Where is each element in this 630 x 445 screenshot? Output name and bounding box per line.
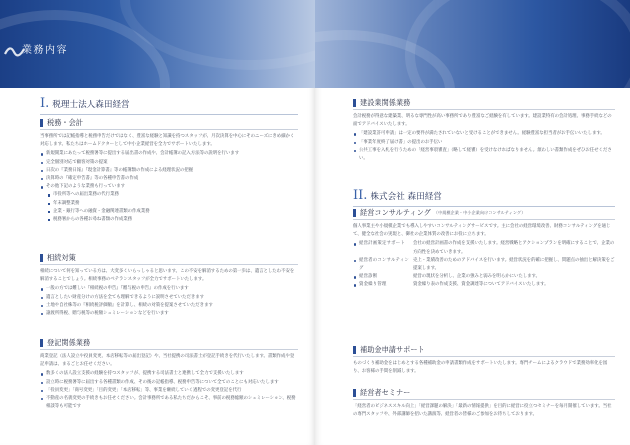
tax-accounting-block bbox=[40, 118, 298, 224]
construction-block bbox=[353, 98, 615, 163]
divider bbox=[40, 114, 298, 115]
list-item: 「役員変更」「商号変更」「目的変更」「本店移転」等、事業を継続していく過程での変更登記を代行 bbox=[40, 387, 298, 395]
paragraph: 商業登記（法人設立や役員変更、本店移転等の届出登記）や、当社提携の司法書士が登記手続きを代行いたします。書類作成や登記申請は、まるごとお任せください。 bbox=[40, 354, 295, 368]
page-title: 業務内容 bbox=[22, 45, 68, 56]
list-item: 経営者のコンサルティング 売上・業績改善のためのアドバイスを行います。経営状況を的確に把握し、問題点の抽出と解決策をご提案します。 bbox=[353, 257, 615, 273]
subsection-heading: 経営コンサルティング （中規模企業・中小企業向けコンサルティング） bbox=[353, 208, 615, 217]
list-item: 年末調整業務 bbox=[40, 200, 298, 208]
paragraph: 当事務所では記帳指導と税務申告だけではなく、豊富な経験と知識を持つスタッフが、月次決算を中心にそのニーズにきめ細かく対応します。私たちはホームドクターとして中小企業経営を全力でサポートいたします。 bbox=[40, 134, 295, 148]
list-item: 決算時の『確定申告書』等の各種申告書の作成 bbox=[40, 175, 298, 183]
section-morita-tax bbox=[40, 96, 298, 115]
consulting-block bbox=[353, 208, 615, 290]
list-item: 経営診断 経営の現状を分析し、企業の強みと弱みを明らかにいたします。 bbox=[353, 273, 615, 281]
list-item: 新規開業にあたって税務署等に提出する届出書の作成や、会計帳簿の記入方法等の説明を行います bbox=[40, 150, 298, 158]
section-morita-company bbox=[353, 188, 615, 207]
list-item: 公共工事を入札を行うための「経営事項審査」（略して経審）を受けなければなりません。煩わしい書類作成をぜひお任せください。 bbox=[353, 147, 615, 163]
seminar-block bbox=[353, 388, 615, 419]
list-item: 「事業年度終了届け書」の提出のお手伝い bbox=[353, 139, 615, 147]
section-heading: II. 株式会社 森田経営 bbox=[353, 188, 442, 203]
paragraph: 会計税務が得意な建築業、明るな専門性が高い事務所であり豊富なご経験を有しています。建設業特有の会計処理、事務手続などの面でアドバイスいたします。 bbox=[353, 114, 612, 128]
list-item: その他下記のような業務も行っています bbox=[40, 183, 298, 191]
list-item: 土地や自社株等の『相続税評価額』を計算し、相続の対策を提案させていただきます bbox=[40, 302, 298, 310]
subsection-heading: 補助金申請サポート bbox=[353, 345, 615, 354]
inheritance-block bbox=[40, 253, 298, 318]
paragraph: 相続について何を知っている方は、大変多くいらっしゃると思います。この不安を解消するための第一歩は、遺言としたわ不安を解消することでしょう。相続事務のベテランスタッフが全力でサポートいたします。 bbox=[40, 269, 295, 283]
list-item: 経営計画策定サポート 会社の経営計画書の作成を支援いたします。経営戦略とアクションプランを明確にすることで、企業の方向性を決めていきます。 bbox=[353, 240, 615, 256]
list-item: 税務署からの各種お尋ね書類の作成業務 bbox=[40, 216, 298, 224]
subsection-heading: 建設業関係業務 bbox=[353, 98, 615, 107]
list-item: 設立時に税務署等に届出する各種書類の作成、その後の記帳指導、税務申告等について全てのことにも対応いたします bbox=[40, 379, 298, 387]
right-page bbox=[315, 0, 630, 445]
paragraph: 個人事業主や小規模企業でも導入しやすいコンサルティングサービスです。主に会社の経営環境改善、財務コンサルティングを通じて、健全な社会の実現と、御社の企業体質の改善にお役に立ちます。 bbox=[353, 224, 611, 238]
subsection-heading: 相続対策 bbox=[40, 253, 298, 262]
header-banner-photo bbox=[315, 0, 630, 88]
paragraph: 「経営者のビジネススキル向上」「経営課題の解決」「最新の情報提供」を目的に経営に役立つセミナーを毎月開催しています。当社の専門スタッフや、外部講師を招いた講演等、経営者の皆様のご参加をお待ちしております。 bbox=[353, 404, 612, 418]
list-item: 日次の『業務日報』『現金計算書』等の帳簿類の作成による経理状況の把握 bbox=[40, 167, 298, 175]
list-item: 完全個別対応で顧客対策の提案 bbox=[40, 159, 298, 167]
subsidy-block bbox=[353, 345, 615, 376]
list-item: 企業・銀行等への融資・金融関連書類の作成業務 bbox=[40, 208, 298, 216]
registration-block bbox=[40, 338, 298, 411]
list-item: 数多くの法人設立支援の経験を持つスタッフが、提携する司法書士と連携して全力で支援いたします bbox=[40, 370, 298, 378]
subsection-heading: 税務・会計 bbox=[40, 118, 298, 127]
list-item: 遺言としたい財産分けの方法を全ても理解できるように説明させていただきます bbox=[40, 294, 298, 302]
header-banner bbox=[0, 0, 315, 88]
list-item: 一般の方では難しい『相続税の申告』『贈与税の申告』の作成を行います bbox=[40, 285, 298, 293]
list-item: 不動産の名義変更の手続きもお任せください。会計事務所である私たちだからこそ、事前の税務総額のシュミレーション、税務相談等も可能です bbox=[40, 395, 298, 411]
section-heading: I. 税理士法人森田経営 bbox=[40, 96, 130, 111]
list-item: 譲渡所得税、贈与税等の税額シュミレーションなどを行います bbox=[40, 310, 298, 318]
subsection-heading: 登記関係業務 bbox=[40, 338, 298, 347]
subsection-heading: 経営者セミナー bbox=[353, 388, 615, 397]
list-item: 市役所等への届出業務の代行業務 bbox=[40, 191, 298, 199]
list-item: 「建設業許可申請」は一定の要件が満たされていないと受けることができません。経験豊富な担当者がお手伝いいたします。 bbox=[353, 130, 615, 138]
list-item: 資金繰り管理 資金繰り表の作成支援、資金調達等についてアドバイスいたします。 bbox=[353, 281, 615, 289]
paragraph: ものづくり補助金をはじめとする各種補助金の申請書類作成をサポートいたします。専門チームによるクラウドで業務効率化を図り、お客様の手間を削減します。 bbox=[353, 361, 608, 375]
